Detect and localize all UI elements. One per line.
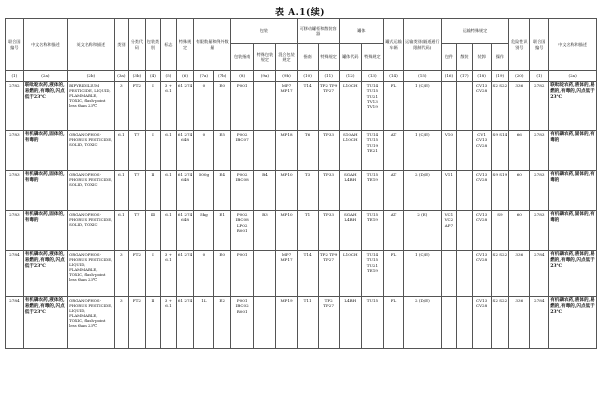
pack-special-cell: [254, 131, 276, 171]
hazard-id-cell: 60: [509, 171, 530, 211]
dangerous-goods-table: [5, 18, 597, 349]
column-index: (2a): [23, 71, 67, 82]
loading-cell: CV13 CV28: [472, 82, 491, 131]
mixed-packing-cell: MP10: [276, 211, 297, 251]
header-tank-special-2: 特殊规定: [361, 44, 383, 71]
un-no-2-cell: 2783: [530, 171, 549, 211]
header-pack-special: 特殊包装规定: [254, 44, 276, 71]
table-row: [6, 82, 597, 131]
operation-cell: S2 S22: [491, 297, 509, 349]
loading-cell: CV13 CV28: [472, 297, 491, 349]
header-class: 类别: [114, 19, 128, 71]
tank-code-cell: L4BH: [339, 297, 361, 349]
class-code-cell: FT2: [129, 297, 146, 349]
header-loading: 装卸: [472, 44, 491, 71]
tank-special-cell: TP2 TP9 TP27: [318, 251, 339, 297]
un-no-cell: 2782: [6, 82, 24, 131]
column-index: (6): [176, 71, 194, 82]
label-cell: 3 + 6.1: [161, 82, 177, 131]
en-name-cell: ORGANOPHOS-PHORUS PESTICIDE, LIQUID, FLAMMABLE, TOXIC, flash-point less than 23℃: [68, 297, 115, 349]
excepted-qty-cell: E2: [214, 297, 231, 349]
tank-special-2-cell: TU14 TU15 TU21 TE19: [361, 251, 383, 297]
packages-cell: VC1 VC2 AP7: [441, 211, 457, 251]
vehicle-cell: FL: [384, 297, 404, 349]
operation-cell: S9: [491, 211, 509, 251]
class-code-cell: FT2: [129, 251, 146, 297]
column-index: (16): [441, 71, 457, 82]
vehicle-cell: FL: [384, 82, 404, 131]
column-index: (7a): [194, 71, 214, 82]
table-title: 表 A.1(续): [274, 8, 326, 18]
column-index: (2b): [68, 71, 115, 82]
bulk-cell: [457, 297, 473, 349]
excepted-qty-cell: E1: [214, 211, 231, 251]
pack-special-cell: B3: [254, 211, 276, 251]
header-en-name: 英文名称和描述: [68, 19, 115, 71]
cn-name-2-cell: 有机磷农药,液体的,易燃的,有毒的,闪点低于23℃: [549, 297, 597, 349]
tank-instructions-cell: T14: [297, 251, 318, 297]
tank-code-cell: SGAH L4BH: [339, 211, 361, 251]
header-tanks: 罐体: [339, 19, 383, 44]
un-no-cell: 2783: [6, 131, 24, 171]
header-bulk: 散装: [457, 44, 473, 71]
column-index: (5): [161, 71, 177, 82]
tank-special-2-cell: TU14 TU15 TU19 TE21: [361, 131, 383, 171]
tank-special-cell: TP33: [318, 171, 339, 211]
limited-qty-cell: 500g: [194, 171, 214, 211]
column-index: (20): [509, 71, 530, 82]
cn-name-cell: 联吡啶农药,液体的,易燃的,有毒的,闪点低于23℃: [23, 82, 67, 131]
limited-qty-cell: 5kg: [194, 211, 214, 251]
limited-qty-cell: 0: [194, 82, 214, 131]
special-provisions-cell: 61 274: [176, 251, 194, 297]
bulk-cell: [457, 171, 473, 211]
loading-cell: CV1 CV13 CV28: [472, 131, 491, 171]
header-transport-special: 运输特殊规定: [441, 19, 509, 44]
excepted-qty-cell: E0: [214, 82, 231, 131]
header-operation: 操作: [491, 44, 509, 71]
pack-instructions-cell: P001: [231, 251, 254, 297]
column-index: (15): [403, 71, 441, 82]
pack-instructions-cell: P002 IBC08: [231, 171, 254, 211]
class-cell: 6.1: [114, 171, 128, 211]
un-no-cell: 2784: [6, 297, 24, 349]
cn-name-cell: 有机磷农药,液体的,易燃的,有毒的,闪点低于23℃: [23, 297, 67, 349]
packages-cell: V11: [441, 171, 457, 211]
header-labels: 标志: [161, 19, 177, 71]
bulk-cell: [457, 82, 473, 131]
bulk-cell: [457, 211, 473, 251]
class-cell: 3: [114, 297, 128, 349]
class-code-cell: T7: [129, 211, 146, 251]
class-code-cell: T7: [129, 171, 146, 211]
header-tank-instructions: 指南: [297, 44, 318, 71]
cn-name-2-cell: 有机磷农药,固体的,有毒的: [549, 171, 597, 211]
limited-qty-cell: 0: [194, 131, 214, 171]
vehicle-cell: AT: [384, 131, 404, 171]
header-class-code: 分类代码: [129, 19, 146, 71]
column-index: (17): [457, 71, 473, 82]
header-mixed-packing: 混合包装规定: [276, 44, 297, 71]
un-no-2-cell: 2784: [530, 297, 549, 349]
cn-name-2-cell: 有机磷农药,固体的,有毒的: [549, 211, 597, 251]
tank-instructions-cell: T3: [297, 171, 318, 211]
en-name-cell: BIPYRIDILIUM PESTICIDE, LIQUID, FLAMMABLE, TOXIC, flash-point less than 23℃: [68, 82, 115, 131]
mixed-packing-cell: MP7 MP17: [276, 82, 297, 131]
cn-name-2-cell: 有机磷农药,液体的,易燃的,有毒的,闪点低于23℃: [549, 251, 597, 297]
un-no-2-cell: 2782: [530, 82, 549, 131]
limited-qty-cell: 0: [194, 251, 214, 297]
operation-cell: S9 S19: [491, 171, 509, 211]
class-cell: 3: [114, 82, 128, 131]
en-name-cell: ORGANOPHOS-PHORUS PESTICIDE, SOLID, TOXIC: [68, 211, 115, 251]
transport-category-cell: 1 (C/E): [403, 251, 441, 297]
vehicle-cell: AT: [384, 211, 404, 251]
tank-code-cell: L10CH: [339, 251, 361, 297]
excepted-qty-cell: E4: [214, 171, 231, 211]
pack-special-cell: [254, 251, 276, 297]
packages-cell: [441, 251, 457, 297]
cn-name-cell: 有机磷农药,固体的,有毒的: [23, 171, 67, 211]
cn-name-cell: 有机磷农药,固体的,有毒的: [23, 131, 67, 171]
header-packing-group: 包装类别: [145, 19, 161, 71]
pack-instructions-cell: P002 IBC08 LP02 R001: [231, 211, 254, 251]
operation-cell: S2 S22: [491, 251, 509, 297]
header-special-provisions: 特殊规定: [176, 19, 194, 71]
bulk-cell: [457, 131, 473, 171]
packing-group-cell: Ⅱ: [145, 297, 161, 349]
column-index: (7b): [214, 71, 231, 82]
un-no-2-cell: 2783: [530, 211, 549, 251]
en-name-cell: ORGANOPHOS-PHORUS PESTICIDE, SOLID, TOXIC: [68, 171, 115, 211]
transport-category-cell: 2 (E): [403, 211, 441, 251]
tank-special-2-cell: TU14 TU15 TU21 TV13 TV19: [361, 82, 383, 131]
tank-instructions-cell: T11: [297, 297, 318, 349]
special-provisions-cell: 61 274 648: [176, 211, 194, 251]
tank-special-2-cell: TU15 TE19: [361, 171, 383, 211]
table-row: [6, 211, 597, 251]
transport-category-cell: 1 (C/E): [403, 131, 441, 171]
label-cell: 6.1: [161, 171, 177, 211]
header-vehicle: 罐式运输车辆: [384, 19, 404, 71]
pack-special-cell: B4: [254, 171, 276, 211]
header-un-no-2: 联合国编号: [530, 19, 549, 71]
en-name-cell: ORGANOPHOS-PHORUS PESTICIDE, LIQUID, FLAMMABLE, TOXIC, flash-point less than 23℃: [68, 251, 115, 297]
cn-name-2-cell: 联吡啶农药,液体的,易燃的,有毒的,闪点低于23℃: [549, 82, 597, 131]
header-cn-name: 中文名称和描述: [23, 19, 67, 71]
un-no-cell: 2783: [6, 171, 24, 211]
class-code-cell: FT2: [129, 82, 146, 131]
table-row: [6, 251, 597, 297]
transport-category-cell: 1 (C/E): [403, 82, 441, 131]
column-index: (1): [6, 71, 24, 82]
class-cell: 3: [114, 251, 128, 297]
column-index: (9a): [254, 71, 276, 82]
column-index: (19): [491, 71, 509, 82]
tank-special-cell: TP33: [318, 131, 339, 171]
bulk-cell: [457, 251, 473, 297]
column-index: (10): [297, 71, 318, 82]
loading-cell: CV13 CV28: [472, 251, 491, 297]
label-cell: 3 + 6.1: [161, 297, 177, 349]
header-tank-code: 罐体代码: [339, 44, 361, 71]
header-limited-excepted: 有限数量和例外数量: [194, 19, 231, 71]
column-index: (3a): [114, 71, 128, 82]
tank-code-cell: SGAH L4BH: [339, 171, 361, 211]
transport-category-cell: 2 (D/E): [403, 171, 441, 211]
packing-group-cell: Ⅰ: [145, 131, 161, 171]
tank-instructions-cell: T14: [297, 82, 318, 131]
tank-special-2-cell: TU15 TE19: [361, 211, 383, 251]
tank-special-cell: TP2 TP27: [318, 297, 339, 349]
header-cn-name-2: 中文名称和描述: [549, 19, 597, 71]
packing-group-cell: Ⅰ: [145, 251, 161, 297]
un-no-2-cell: 2784: [530, 251, 549, 297]
column-index: (18): [472, 71, 491, 82]
header-packages: 包件: [441, 44, 457, 71]
un-no-2-cell: 2783: [530, 131, 549, 171]
header-hazard-id: 危险性识别号: [509, 19, 530, 71]
header-portable-tanks: 可移动罐柜和散装容器: [297, 19, 339, 44]
class-cell: 6.1: [114, 211, 128, 251]
un-no-cell: 2784: [6, 251, 24, 297]
pack-instructions-cell: P001 IBC02 R001: [231, 297, 254, 349]
tank-special-2-cell: TU15: [361, 297, 383, 349]
column-index: (9b): [276, 71, 297, 82]
mixed-packing-cell: MP7 MP17: [276, 251, 297, 297]
tank-code-cell: S10AH L10CH: [339, 131, 361, 171]
header-pack-instructions: 包装指南: [231, 44, 254, 71]
column-index: (1): [530, 71, 549, 82]
header-un-no: 联合国编号: [6, 19, 24, 71]
column-index: (13): [361, 71, 383, 82]
column-index: (11): [318, 71, 339, 82]
column-index: (14): [384, 71, 404, 82]
label-cell: 3 + 6.1: [161, 251, 177, 297]
operation-cell: S2 S22: [491, 82, 509, 131]
packing-group-cell: Ⅱ: [145, 171, 161, 211]
loading-cell: CV13 CV28: [472, 211, 491, 251]
packing-group-cell: Ⅲ: [145, 211, 161, 251]
column-index: (2a): [549, 71, 597, 82]
pack-special-cell: [254, 297, 276, 349]
header-transport-category: 运输类别(隧道通行限制代码): [403, 19, 441, 71]
hazard-id-cell: 336: [509, 297, 530, 349]
excepted-qty-cell: E0: [214, 251, 231, 297]
class-code-cell: T7: [129, 131, 146, 171]
mixed-packing-cell: MP19: [276, 297, 297, 349]
cn-name-2-cell: 有机磷农药,固体的,有毒的: [549, 131, 597, 171]
header-tank-special: 特殊规定: [318, 44, 339, 71]
tank-instructions-cell: T6: [297, 131, 318, 171]
special-provisions-cell: 61 274: [176, 82, 194, 131]
cn-name-cell: 有机磷农药,固体的,有毒的: [23, 211, 67, 251]
column-index: (12): [339, 71, 361, 82]
special-provisions-cell: 61 274: [176, 297, 194, 349]
special-provisions-cell: 61 274 648: [176, 131, 194, 171]
hazard-id-cell: 336: [509, 251, 530, 297]
pack-instructions-cell: P001: [231, 82, 254, 131]
tank-special-cell: TP33: [318, 211, 339, 251]
tank-code-cell: L10CH: [339, 82, 361, 131]
header-packaging: 包装: [231, 19, 298, 44]
class-cell: 6.1: [114, 131, 128, 171]
hazard-id-cell: 66: [509, 131, 530, 171]
label-cell: 6.1: [161, 211, 177, 251]
pack-instructions-cell: P002 IBC07: [231, 131, 254, 171]
vehicle-cell: AT: [384, 171, 404, 211]
mixed-packing-cell: MP18: [276, 131, 297, 171]
transport-category-cell: 2 (D/E): [403, 297, 441, 349]
tank-special-cell: TP2 TP9 TP27: [318, 82, 339, 131]
vehicle-cell: FL: [384, 251, 404, 297]
packages-cell: [441, 297, 457, 349]
mixed-packing-cell: MP10: [276, 171, 297, 211]
cn-name-cell: 有机磷农药,液体的,易燃的,有毒的,闪点低于23℃: [23, 251, 67, 297]
packages-cell: [441, 82, 457, 131]
column-index: (8): [231, 71, 254, 82]
un-no-cell: 2783: [6, 211, 24, 251]
en-name-cell: ORGANOPHOS-PHORUS PESTICIDE, SOLID, TOXIC: [68, 131, 115, 171]
limited-qty-cell: 1L: [194, 297, 214, 349]
hazard-id-cell: 60: [509, 211, 530, 251]
tank-instructions-cell: T1: [297, 211, 318, 251]
column-index: (3b): [129, 71, 146, 82]
table-row: [6, 171, 597, 211]
packing-group-cell: Ⅰ: [145, 82, 161, 131]
label-cell: 6.1: [161, 131, 177, 171]
column-index: (4): [145, 71, 161, 82]
column-index-row: [6, 71, 597, 82]
special-provisions-cell: 61 274 648: [176, 171, 194, 211]
hazard-id-cell: 336: [509, 82, 530, 131]
excepted-qty-cell: E5: [214, 131, 231, 171]
loading-cell: CV13 CV28: [472, 171, 491, 211]
operation-cell: S9 S14: [491, 131, 509, 171]
packages-cell: V10: [441, 131, 457, 171]
table-row: [6, 131, 597, 171]
table-row: [6, 297, 597, 349]
pack-special-cell: [254, 82, 276, 131]
